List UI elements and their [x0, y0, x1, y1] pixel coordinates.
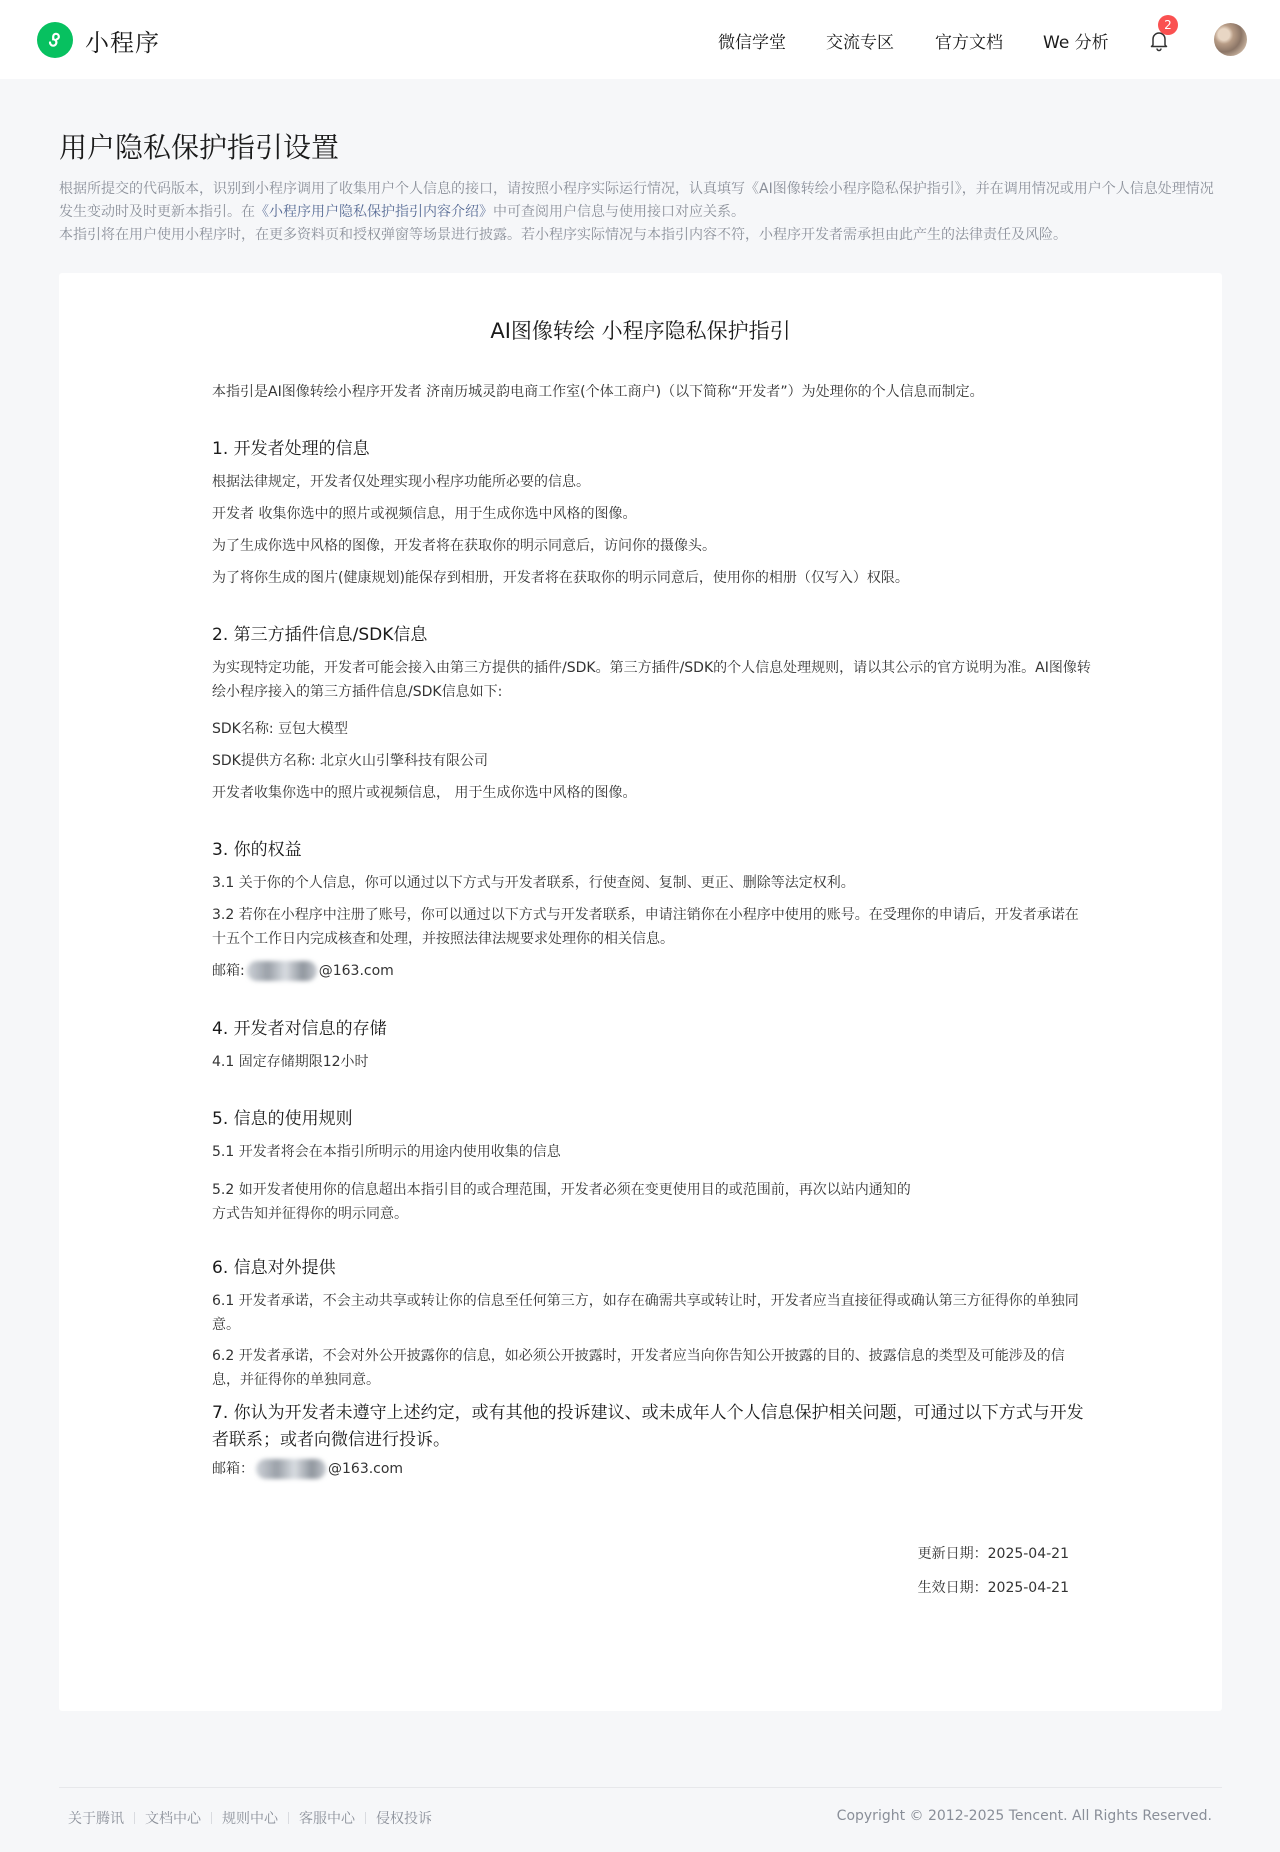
updated-date: 更新日期：2025-04-21: [917, 1546, 1069, 1562]
section-2-heading: 2. 第三方插件信息/SDK信息: [212, 625, 428, 645]
copyright: Copyright © 2012-2025 Tencent. All Rights Reserved.: [836, 1808, 1212, 1824]
section-1-heading: 1. 开发者处理的信息: [212, 439, 370, 459]
sdk-provider: SDK提供方名称: 北京火山引擎科技有限公司: [212, 753, 489, 769]
footer-link-about-tencent[interactable]: 关于腾讯: [68, 1811, 124, 1827]
logo-text: 小程序: [85, 28, 160, 57]
section-5-heading: 5. 信息的使用规则: [212, 1109, 353, 1129]
section-6-heading: 6. 信息对外提供: [212, 1258, 336, 1278]
email-domain: @163.com: [328, 1461, 404, 1477]
sdk-name: SDK名称: 豆包大模型: [212, 721, 349, 737]
doc-preamble: 本指引是AI图像转绘小程序开发者 济南历城灵韵电商工作室(个体工商户)（以下简称“开发者”）为处理你的个人信息而制定。: [212, 384, 984, 400]
section-7-email: [212, 1457, 1132, 1481]
footer-separator: [288, 1812, 289, 1824]
top-navbar: [0, 0, 1280, 79]
footer-separator: [211, 1812, 212, 1824]
logo[interactable]: [37, 22, 160, 58]
section-7-heading: 7. 你认为开发者未遵守上述约定，或有其他的投诉建议、或未成年人个人信息保护相关问题，可通过以下方式与开发者联系；或者向微信进行投诉。: [212, 1403, 1084, 1450]
nav-we-analysis[interactable]: We 分析: [1043, 33, 1109, 53]
footer-divider: [59, 1787, 1222, 1788]
section-1-p1: 根据法律规定，开发者仅处理实现小程序功能所必要的信息。: [212, 474, 590, 490]
section-3-p2: 3.2 若你在小程序中注册了账号，你可以通过以下方式与开发者联系，申请注销你在小程序中使用的账号。在受理你的申请后，开发者承诺在十五个工作日内完成核查和处理，并按照法律法规要求处理你的相关信息。: [212, 907, 1079, 947]
section-2-p1: 为实现特定功能，开发者可能会接入由第三方提供的插件/SDK。第三方插件/SDK的个人信息处理规则，请以其公示的官方说明为准。AI图像转绘小程序接入的第三方插件信息/SDK信息如下:: [212, 660, 1091, 700]
intro-text-2: 中可查阅用户信息与使用接口对应关系。: [493, 204, 745, 220]
privacy-guide-card: [59, 273, 1222, 1711]
footer-link-rules[interactable]: 规则中心: [222, 1811, 278, 1827]
section-4-p1: 4.1 固定存储期限12小时: [212, 1054, 369, 1070]
email-domain: @163.com: [318, 963, 394, 979]
footer-links: [68, 1808, 432, 1828]
section-3-heading: 3. 你的权益: [212, 840, 302, 860]
intro-text-3: 本指引将在用户使用小程序时，在更多资料页和授权弹窗等场景进行披露。若小程序实际情况与本指引内容不符，小程序开发者需承担由此产生的法律责任及风险。: [59, 227, 1067, 243]
page-title: 用户隐私保护指引设置: [59, 131, 340, 164]
footer-link-infringement[interactable]: 侵权投诉: [376, 1811, 432, 1827]
section-1-p2: 开发者 收集你选中的照片或视频信息，用于生成你选中风格的图像。: [212, 506, 637, 522]
email-label: 邮箱：: [212, 1461, 254, 1477]
section-3-email: [212, 959, 1132, 983]
avatar[interactable]: [1214, 23, 1247, 56]
section-6-p2: 6.2 开发者承诺，不会对外公开披露你的信息，如必须公开披露时，开发者应当向你告知公开披露的目的、披露信息的类型及可能涉及的信息，并征得你的单独同意。: [212, 1348, 1065, 1388]
page-intro: [59, 178, 1219, 247]
footer-link-docs[interactable]: 文档中心: [145, 1811, 201, 1827]
nav-wechat-academy[interactable]: 微信学堂: [718, 33, 786, 53]
section-5-p2a: 5.2 如开发者使用你的信息超出本指引目的或合理范围，开发者必须在变更使用目的或范围前，再次以站内通知的: [212, 1182, 911, 1198]
effective-date: 生效日期：2025-04-21: [917, 1580, 1069, 1596]
privacy-guide-intro-link[interactable]: 《小程序用户隐私保护指引内容介绍》: [255, 204, 493, 220]
nav-community[interactable]: 交流专区: [826, 33, 894, 53]
mini-program-logo-icon: [37, 22, 73, 58]
section-1-p4: 为了将你生成的图片(健康规划)能保存到相册，开发者将在获取你的明示同意后，使用你的相册（仅写入）权限。: [212, 570, 909, 586]
footer-link-support[interactable]: 客服中心: [299, 1811, 355, 1827]
doc-title: AI图像转绘 小程序隐私保护指引: [490, 319, 791, 343]
footer-separator: [365, 1812, 366, 1824]
redacted-email-user: [256, 1459, 326, 1479]
section-1-p3: 为了生成你选中风格的图像，开发者将在获取你的明示同意后，访问你的摄像头。: [212, 538, 716, 554]
nav-official-docs[interactable]: 官方文档: [935, 33, 1003, 53]
redacted-email-user: [247, 961, 317, 981]
notification-badge: 2: [1158, 15, 1178, 35]
intro-text-1: 根据所提交的代码版本，识别到小程序调用了收集用户个人信息的接口，请按照小程序实际运行情况，认真填写《AI图像转绘小程序隐私保护指引》，并在调用情况或用户个人信息处理情况发生变动时及时更新本指引。在: [59, 181, 1214, 220]
footer-separator: [134, 1812, 135, 1824]
section-5-p2b: 方式告知并征得你的明示同意。: [212, 1206, 408, 1222]
sdk-usage: 开发者收集你选中的照片或视频信息， 用于生成你选中风格的图像。: [212, 785, 637, 801]
section-4-heading: 4. 开发者对信息的存储: [212, 1019, 387, 1039]
section-3-p1: 3.1 关于你的个人信息，你可以通过以下方式与开发者联系，行使查阅、复制、更正、删除等法定权利。: [212, 875, 855, 891]
section-6-p1: 6.1 开发者承诺，不会主动共享或转让你的信息至任何第三方，如存在确需共享或转让时，开发者应当直接征得或确认第三方征得你的单独同意。: [212, 1293, 1079, 1333]
section-5-p1: 5.1 开发者将会在本指引所明示的用途内使用收集的信息: [212, 1144, 561, 1160]
email-label: 邮箱:: [212, 963, 245, 979]
